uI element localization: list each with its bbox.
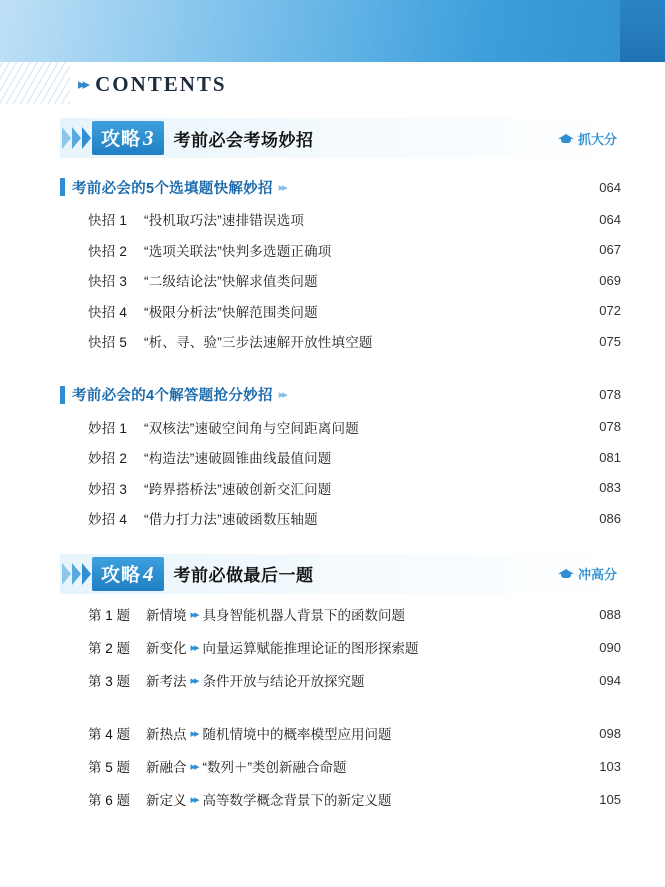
part4-tag-number: 4 — [143, 561, 155, 586]
question-text: 高等数学概念背景下的新定义题 — [202, 793, 392, 808]
item-page: 086 — [599, 510, 621, 526]
item-page: 064 — [599, 211, 621, 227]
toc-body — [0, 118, 665, 816]
part4-title: 考前必做最后一题 — [173, 566, 314, 585]
chevron-right-icon — [62, 127, 92, 149]
item-page: 067 — [599, 242, 621, 258]
item-text: “二级结论法”快解求值类问题 — [144, 274, 318, 290]
part4-tag — [92, 557, 164, 591]
section-heading[interactable] — [60, 174, 621, 200]
contents-header — [78, 72, 227, 97]
page-top-band — [0, 0, 665, 62]
item-label: 妙招 1 — [88, 420, 128, 436]
item-page: 075 — [599, 333, 621, 349]
question-page: 105 — [599, 791, 621, 807]
question-page: 094 — [599, 672, 621, 688]
list-item[interactable] — [88, 717, 621, 750]
item-label: 快招 4 — [88, 304, 128, 320]
question-page: 088 — [599, 606, 621, 622]
question-label: 第 2 题 — [88, 641, 131, 656]
double-right-arrow-icon: ▸▸ — [278, 389, 286, 401]
question-label: 第 6 题 — [88, 793, 131, 808]
chevron-right-icon — [62, 563, 92, 585]
part3-badge — [558, 129, 617, 148]
list-item[interactable] — [88, 664, 621, 697]
part4-badge-label: 冲高分 — [577, 567, 617, 582]
part3-tag-number: 3 — [143, 126, 155, 150]
question-tag: 新情境 — [146, 608, 187, 623]
item-text: “构造法”速破圆锥曲线最值问题 — [144, 451, 332, 467]
item-text: “选项关联法”快判多选题正确项 — [144, 243, 332, 259]
question-tag: 新定义 — [146, 793, 187, 808]
double-right-arrow-icon: ▸▸ — [190, 674, 198, 687]
list-item[interactable] — [88, 503, 621, 534]
list-item[interactable] — [88, 412, 621, 443]
contents-title: CONTENTS — [95, 72, 227, 96]
item-label: 快招 3 — [88, 274, 128, 290]
item-page: 069 — [599, 272, 621, 288]
section-accent-bar — [60, 178, 65, 196]
section-page-number: 078 — [599, 387, 621, 402]
question-label: 第 1 题 — [88, 608, 131, 623]
part4-tag-prefix: 攻略 — [101, 564, 142, 586]
list-item[interactable] — [88, 631, 621, 664]
part3-tag — [92, 121, 164, 155]
list-item[interactable] — [88, 783, 621, 816]
question-tag: 新热点 — [146, 727, 187, 742]
question-page: 098 — [599, 725, 621, 741]
double-right-arrow-icon: ▸▸ — [190, 793, 198, 806]
item-page: 083 — [599, 480, 621, 496]
section-accent-bar — [60, 386, 65, 404]
part4-badge — [558, 564, 617, 583]
question-text: 随机情境中的概率模型应用问题 — [202, 727, 392, 742]
question-tag: 新变化 — [146, 641, 187, 656]
question-label: 第 5 题 — [88, 760, 131, 775]
question-page: 103 — [599, 758, 621, 774]
double-right-arrow-icon: ▸▸ — [190, 760, 198, 773]
part3-banner — [60, 118, 621, 158]
graduation-cap-icon — [558, 133, 574, 144]
item-page: 078 — [599, 419, 621, 435]
double-right-arrow-icon: ▸▸ — [190, 727, 198, 740]
question-text: “数列＋”类创新融合命题 — [202, 760, 347, 775]
section-heading[interactable] — [60, 382, 621, 408]
item-text: “投机取巧法”速排错误选项 — [144, 213, 305, 229]
list-item[interactable] — [88, 473, 621, 504]
question-text: 向量运算赋能推理论证的图形探索题 — [202, 641, 419, 656]
list-item[interactable] — [88, 326, 621, 357]
part4-banner — [60, 554, 621, 594]
double-right-arrow-icon: ▸▸ — [190, 608, 198, 621]
section-title: 考前必会的5个选填题快解妙招 — [72, 180, 273, 197]
item-text: “极限分析法”快解范围类问题 — [144, 304, 318, 320]
item-label: 妙招 2 — [88, 451, 128, 467]
question-text: 具身智能机器人背景下的函数问题 — [202, 608, 406, 623]
question-tag: 新融合 — [146, 760, 187, 775]
item-text: “借力打力法”速破函数压轴题 — [144, 512, 318, 528]
question-tag: 新考法 — [146, 674, 187, 689]
question-label: 第 4 题 — [88, 727, 131, 742]
list-item[interactable] — [88, 265, 621, 296]
leader-dots — [294, 394, 591, 395]
item-label: 妙招 3 — [88, 481, 128, 497]
list-item[interactable] — [88, 235, 621, 266]
item-label: 快招 2 — [88, 243, 128, 259]
question-label: 第 3 题 — [88, 674, 131, 689]
part3-tag-prefix: 攻略 — [101, 129, 142, 150]
list-item[interactable] — [88, 204, 621, 235]
list-item[interactable] — [88, 750, 621, 783]
item-label: 妙招 4 — [88, 512, 128, 528]
question-page: 090 — [599, 639, 621, 655]
section-page-number: 064 — [599, 179, 621, 195]
double-right-arrow-icon: ▸▸ — [78, 76, 88, 93]
question-text: 条件开放与结论开放探究题 — [202, 674, 365, 689]
item-page: 081 — [599, 449, 621, 465]
double-right-arrow-icon: ▸▸ — [190, 641, 198, 654]
section-title: 考前必会的4个解答题抢分妙招 — [72, 388, 273, 404]
part3-badge-label: 抓大分 — [577, 131, 617, 147]
list-item[interactable] — [88, 442, 621, 473]
part3-title: 考前必会考场妙招 — [173, 130, 314, 150]
double-right-arrow-icon: ▸▸ — [278, 181, 286, 194]
item-text: “析、寻、验”三步法速解开放性填空题 — [144, 335, 373, 351]
leader-dots — [294, 187, 591, 188]
list-item[interactable] — [88, 296, 621, 327]
list-item[interactable] — [88, 598, 621, 631]
graduation-cap-icon — [558, 568, 574, 579]
item-text: “双核法”速破空间角与空间距离问题 — [144, 420, 359, 436]
item-page: 072 — [599, 303, 621, 319]
item-label: 快招 1 — [88, 213, 128, 229]
item-label: 快招 5 — [88, 335, 128, 351]
item-text: “跨界搭桥法”速破创新交汇问题 — [144, 481, 332, 497]
